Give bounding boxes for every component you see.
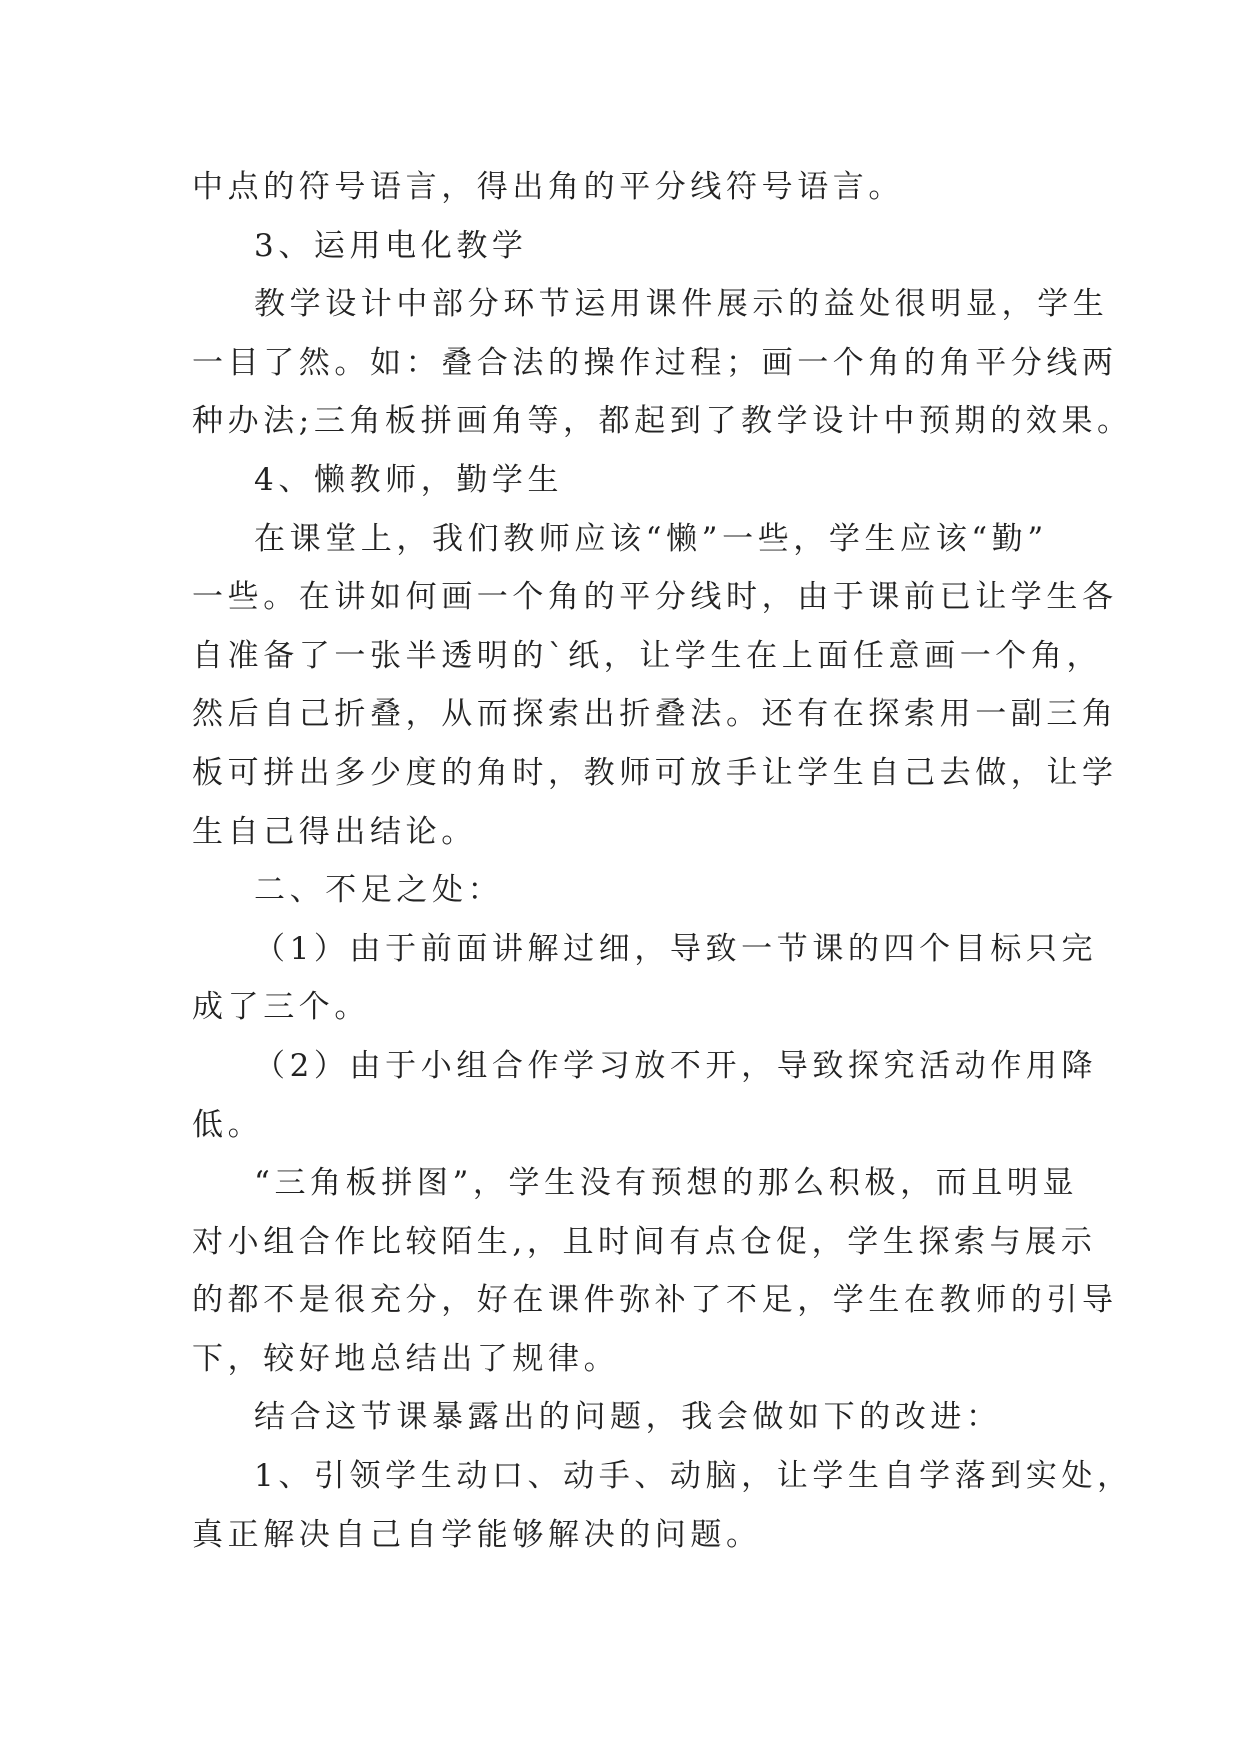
- section-heading: 二、不足之处：: [254, 872, 504, 909]
- text-line: 一些。在讲如何画一个角的平分线时，由于课前已让学生各: [192, 579, 1118, 616]
- text-line: 生自己得出结论。: [192, 813, 477, 850]
- section-heading: 4、懒教师，勤学生: [254, 461, 564, 498]
- text-line: 下，较好地总结出了规律。: [192, 1340, 620, 1377]
- section-heading: 3、运用电化教学: [254, 227, 528, 264]
- text-line: （1）由于前面讲解过细，导致一节课的四个目标只完: [254, 930, 1098, 967]
- text-line: 低。: [192, 1106, 264, 1143]
- text-line: “三角板拼图”，学生没有预想的那么积极，而且明显: [254, 1165, 1079, 1202]
- text-line: 真正解决自己自学能够解决的问题。: [192, 1516, 762, 1553]
- document-body: [192, 158, 1133, 1564]
- text-line: 对小组合作比较陌生,，且时间有点仓促，学生探索与展示: [192, 1223, 1097, 1260]
- text-line: 中点的符号语言，得出角的平分线符号语言。: [192, 169, 904, 205]
- text-line: 的都不是很充分，好在课件弥补了不足，学生在教师的引导: [192, 1282, 1118, 1319]
- text-line: 一目了然。如：叠合法的操作过程；画一个角的角平分线两: [192, 344, 1118, 381]
- text-line: 教学设计中部分环节运用课件展示的益处很明显，学生: [254, 286, 1109, 323]
- text-line: 成了三个。: [192, 989, 370, 1026]
- text-line: 种办法;三角板拼画角等，都起到了教学设计中预期的效果。: [192, 403, 1133, 440]
- text-line: 结合这节课暴露出的问题，我会做如下的改进：: [254, 1399, 1002, 1436]
- text-line: 1、引领学生动口、动手、动脑，让学生自学落到实处，: [254, 1458, 1133, 1495]
- text-line: 然后自己折叠，从而探索出折叠法。还有在探索用一副三角: [192, 696, 1118, 733]
- text-line: 自准备了一张半透明的`纸，让学生在上面任意画一个角，: [192, 637, 1103, 674]
- text-line: 板可拼出多少度的角时，教师可放手让学生自己去做，让学: [192, 754, 1118, 791]
- text-line: 在课堂上，我们教师应该“懒”一些，学生应该“勤”: [254, 520, 1048, 557]
- text-line: （2）由于小组合作学习放不开，导致探究活动作用降: [254, 1047, 1098, 1084]
